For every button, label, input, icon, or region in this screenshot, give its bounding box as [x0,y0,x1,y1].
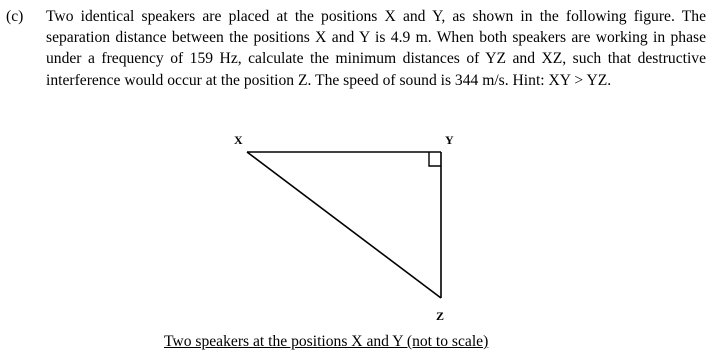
question-label: (c) [6,8,24,25]
figure-caption: Two speakers at the positions X and Y (not to scale) [164,333,489,350]
label-y: Y [445,133,454,147]
label-x: X [234,133,243,147]
right-angle-marker [429,152,441,166]
question-text: Two identical speakers are placed at the positions X and Y, as shown in the following figure. The separation distance between the positions X and Y is 4.9 m. When both speakers are working in phase under a frequency of 159 Hz, calculate the minimum distances of YZ and XZ, such that destructive interference would occur at the position Z. The speed of sound is 344 m/s. Hint: XY > YZ. [46,8,706,89]
side-xz [247,152,441,298]
label-z: Z [436,309,445,323]
